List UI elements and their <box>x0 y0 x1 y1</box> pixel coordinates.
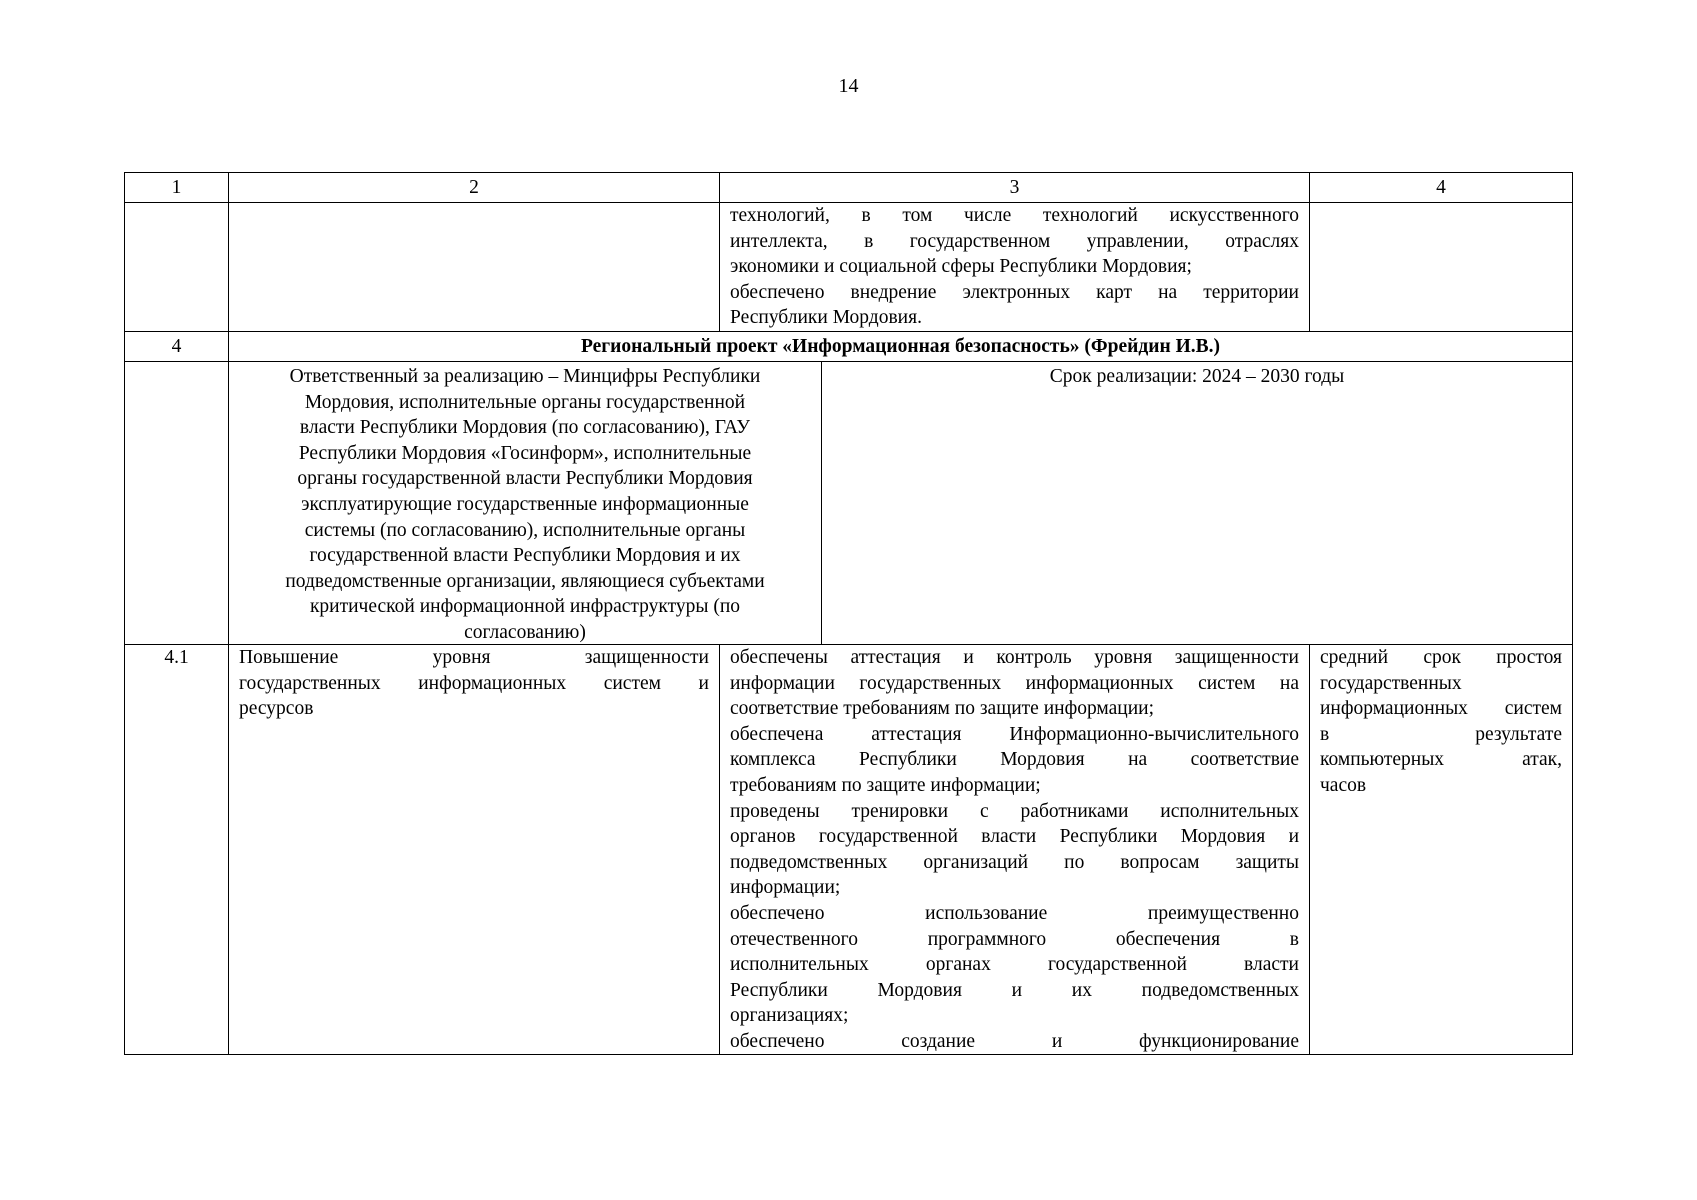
text-line: согласованию) <box>464 621 586 643</box>
text-line: обеспечено использование преимущественно <box>730 902 1299 924</box>
text-line: государственных информационных систем и <box>239 672 709 694</box>
text-line: требованиям по защите информации; <box>730 774 1041 796</box>
text-line: организациях; <box>730 1005 849 1027</box>
text-line: Ответственный за реализацию – Минцифры Республики <box>289 365 761 387</box>
text-line: власти Республики Мордовия (по согласованию), ГАУ <box>299 417 751 439</box>
row-4-1-results <box>720 644 1310 1055</box>
text-line: технологий, в том числе технологий искусственного <box>730 205 1299 226</box>
header-row <box>125 173 1573 203</box>
implementation-term: Срок реализации: 2024 – 2030 годы <box>1049 365 1345 387</box>
row-4-1-number: 4.1 <box>125 644 229 1055</box>
continuation-results-cell <box>720 203 1310 332</box>
text-line: обеспечено создание и функционирование <box>730 1030 1299 1052</box>
text-line: соответствие требованиям по защите информации; <box>730 698 1154 720</box>
text-line: обеспечена аттестация Информационно-вычислительного <box>730 723 1299 745</box>
text-line: ресурсов <box>239 698 314 720</box>
text-line: критической информационной инфраструктуры (по <box>309 596 741 618</box>
header-cell-3: 3 <box>720 173 1310 203</box>
row-4-1-indicator <box>1310 644 1573 1055</box>
text-line: подведомственные организации, являющиеся субъектами <box>285 570 765 592</box>
text-line: отечественного программного обеспечения в <box>730 928 1299 950</box>
text-line: проведены тренировки с работниками исполнительных <box>730 800 1299 822</box>
text-line: органов государственной власти Республики Мордовия и <box>730 826 1299 848</box>
text-line: государственной власти Республики Мордовия и их <box>309 545 741 567</box>
text-line: компьютерных атак, <box>1320 749 1562 771</box>
program-table <box>124 172 1573 1055</box>
text-line: информационных систем <box>1320 698 1562 720</box>
text-line: Республики Мордовия «Госинформ», исполнительные <box>298 442 752 464</box>
page-number: 14 <box>838 75 859 97</box>
responsible-cell <box>229 361 1573 644</box>
continuation-indicator-cell <box>1310 203 1573 332</box>
text-line: Республики Мордовия. <box>730 307 922 329</box>
text-line: в результате <box>1320 723 1562 745</box>
text-line: информации; <box>730 877 841 899</box>
header-cell-1: 1 <box>125 173 229 203</box>
text-line: часов <box>1320 774 1367 796</box>
text-line: государственных <box>1320 672 1462 694</box>
responsible-number-cell <box>125 361 229 644</box>
project-title: Региональный проект «Информационная безопасность» (Фрейдин И.В.) <box>229 331 1573 361</box>
text-line: Мордовия, исполнительные органы государственной <box>304 391 746 413</box>
text-line: комплекса Республики Мордовия на соответствие <box>730 749 1299 771</box>
text-line: подведомственных организаций по вопросам защиты <box>730 851 1299 873</box>
text-line: Повышение уровня защищенности <box>239 646 709 668</box>
text-line: Республики Мордовия и их подведомственных <box>730 979 1299 1001</box>
text-line: экономики и социальной сферы Республики Мордовия; <box>730 256 1192 278</box>
row-4-1 <box>125 644 1573 1055</box>
header-cell-2: 2 <box>229 173 720 203</box>
text-line: средний срок простоя <box>1320 646 1562 668</box>
project-number: 4 <box>125 331 229 361</box>
project-row <box>125 331 1573 361</box>
text-line: обеспечены аттестация и контроль уровня защищенности <box>730 646 1299 668</box>
text-line: обеспечено внедрение электронных карт на территории <box>730 281 1299 303</box>
text-line: эксплуатирующие государственные информационные <box>301 493 749 515</box>
text-line: системы (по согласованию), исполнительные органы <box>304 519 746 541</box>
continuation-task-cell <box>229 203 720 332</box>
responsible-row <box>125 361 1573 644</box>
continuation-number-cell <box>125 203 229 332</box>
responsible-text <box>229 362 822 644</box>
text-line: интеллекта, в государственном управлении, отраслях <box>730 230 1299 252</box>
text-line: информации государственных информационных систем на <box>730 672 1299 694</box>
continuation-row <box>125 203 1573 332</box>
text-line: органы государственной власти Республики Мордовия <box>297 468 753 490</box>
text-line: исполнительных органах государственной власти <box>730 954 1299 976</box>
row-4-1-task <box>229 644 720 1055</box>
header-cell-4: 4 <box>1310 173 1573 203</box>
